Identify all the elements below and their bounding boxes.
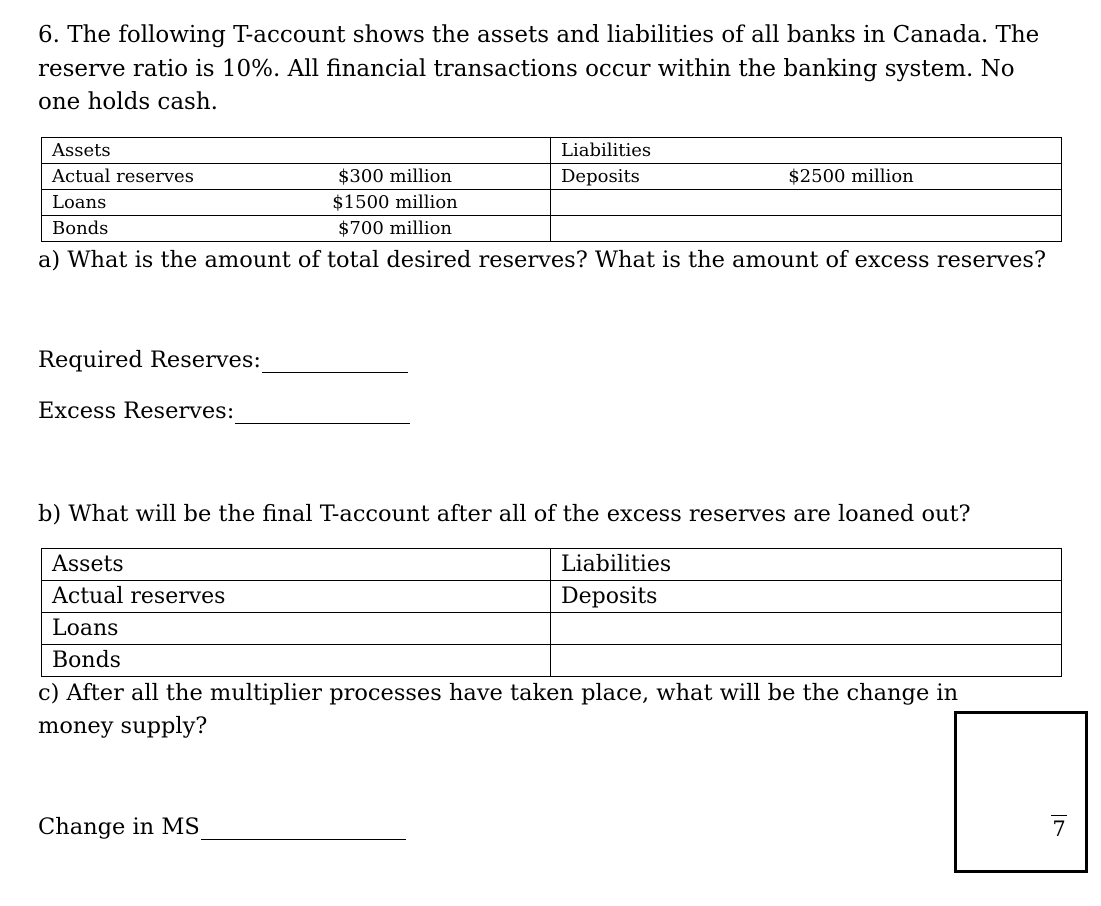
- part-b-question: b) What will be the final T-account after all of the excess reserves are loaned out?: [38, 501, 971, 527]
- table-row: [42, 645, 1062, 677]
- part-c-question: c) After all the multiplier processes have taken place, what will be the change in money supply?: [38, 680, 959, 739]
- change-in-ms-label: Change in MS: [38, 814, 200, 840]
- asset-label: Actual reserves: [52, 166, 194, 187]
- asset-label: Loans: [52, 192, 107, 213]
- table-row: [42, 190, 1062, 216]
- liability-cell: [551, 216, 1062, 242]
- asset-amount: $1500 million: [332, 192, 458, 213]
- score-box: [954, 711, 1088, 873]
- change-in-ms-blank[interactable]: [201, 817, 406, 840]
- asset-cell: [42, 216, 551, 242]
- part-a-question: a) What is the amount of total desired reserves? What is the amount of excess reserves?: [38, 247, 1047, 273]
- asset-cell: [42, 190, 551, 216]
- liabilities-header: Liabilities: [551, 549, 1062, 581]
- liability-cell: [551, 613, 1062, 645]
- assets-header: Assets: [42, 549, 551, 581]
- t-account-initial: [41, 137, 1062, 242]
- table-header-row: [42, 549, 1062, 581]
- asset-amount: $700 million: [337, 218, 453, 239]
- question-intro: 6. The following T-account shows the assets and liabilities of all banks in Canada. The reserve ratio is 10%. All financial transactions occur within the banking system. No one holds cash.: [38, 22, 1040, 115]
- liability-label: Deposits: [551, 581, 1062, 613]
- asset-label: Bonds: [52, 218, 109, 239]
- excess-reserves-label: Excess Reserves:: [38, 398, 235, 424]
- excess-reserves-answer: [38, 398, 410, 424]
- asset-cell: [42, 164, 551, 190]
- required-reserves-blank[interactable]: [262, 350, 408, 373]
- liability-amount: $2500 million: [788, 166, 914, 187]
- liability-cell: [551, 164, 1062, 190]
- asset-label: Actual reserves: [42, 581, 551, 613]
- change-in-ms-answer: [38, 814, 406, 840]
- asset-label: Bonds: [42, 645, 551, 677]
- excess-reserves-blank[interactable]: [235, 401, 410, 424]
- table-header-row: [42, 138, 1062, 164]
- table-row: [42, 613, 1062, 645]
- required-reserves-label: Required Reserves:: [38, 347, 262, 373]
- asset-label: Loans: [42, 613, 551, 645]
- score-denominator: 7: [1052, 817, 1066, 841]
- table-row: [42, 216, 1062, 242]
- table-row: [42, 164, 1062, 190]
- assets-header: Assets: [42, 138, 551, 164]
- liabilities-header: Liabilities: [551, 138, 1062, 164]
- required-reserves-answer: [38, 347, 408, 373]
- table-row: [42, 581, 1062, 613]
- liability-label: Deposits: [561, 166, 640, 187]
- liability-cell: [551, 645, 1062, 677]
- liability-cell: [551, 190, 1062, 216]
- asset-amount: $300 million: [337, 166, 453, 187]
- t-account-final: [41, 548, 1062, 677]
